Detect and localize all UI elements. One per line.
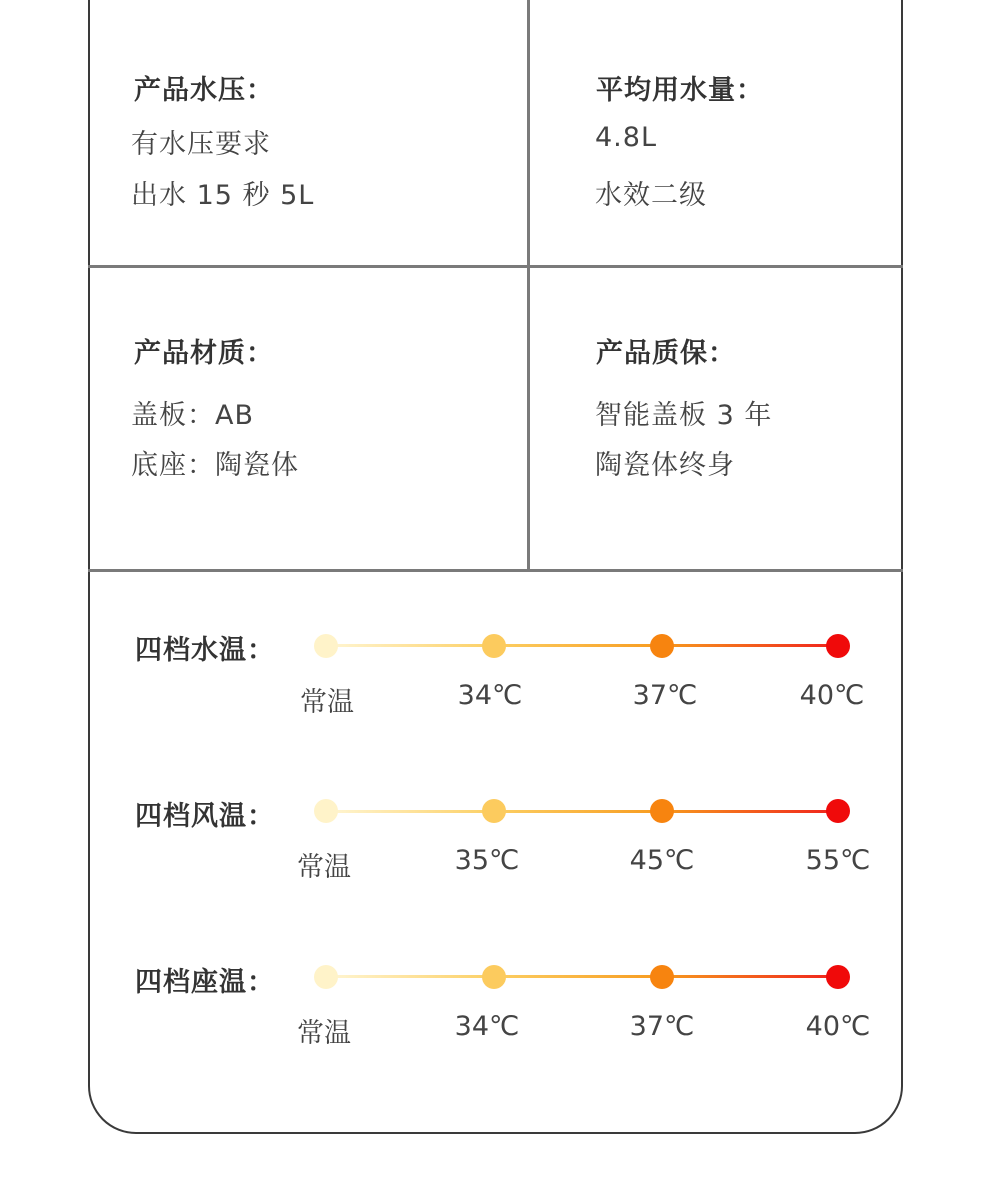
avg-water-line-2: 水效二级 bbox=[595, 180, 707, 211]
seat-temp-tick-1: 常温 bbox=[297, 1018, 351, 1049]
material-line-1: 盖板：AB bbox=[131, 400, 254, 431]
seat-temp-dot-1 bbox=[314, 965, 338, 989]
air-temp-tick-1: 常温 bbox=[297, 852, 351, 883]
seat-temp-track bbox=[326, 975, 838, 978]
air-temp-tick-4: 55℃ bbox=[805, 845, 871, 876]
water-pressure-title: 产品水压： bbox=[134, 75, 274, 106]
warranty-line-2: 陶瓷体终身 bbox=[595, 450, 735, 481]
air-temp-dot-1 bbox=[314, 799, 338, 823]
seat-temp-dot-2 bbox=[482, 965, 506, 989]
air-temp-dot-2 bbox=[482, 799, 506, 823]
air-temp-label: 四档风温： bbox=[135, 801, 275, 832]
water-temp-dot-2 bbox=[482, 634, 506, 658]
seat-temp-tick-2: 34℃ bbox=[454, 1011, 520, 1042]
divider-row-2 bbox=[88, 569, 903, 572]
water-temp-dot-1 bbox=[314, 634, 338, 658]
warranty-title: 产品质保： bbox=[596, 338, 736, 369]
seat-temp-dot-4 bbox=[826, 965, 850, 989]
warranty-line-1: 智能盖板 3 年 bbox=[595, 400, 773, 431]
water-temp-tick-4: 40℃ bbox=[799, 680, 865, 711]
air-temp-track bbox=[326, 810, 838, 813]
water-temp-dot-4 bbox=[826, 634, 850, 658]
water-temp-tick-1: 常温 bbox=[300, 687, 354, 718]
water-temp-label: 四档水温： bbox=[135, 635, 275, 666]
air-temp-tick-2: 35℃ bbox=[454, 845, 520, 876]
air-temp-tick-3: 45℃ bbox=[629, 845, 695, 876]
avg-water-line-1: 4.8L bbox=[595, 122, 657, 153]
water-pressure-line-2: 出水 15 秒 5L bbox=[131, 180, 315, 211]
water-temp-tick-3: 37℃ bbox=[632, 680, 698, 711]
water-temp-track bbox=[326, 644, 838, 647]
air-temp-dot-3 bbox=[650, 799, 674, 823]
seat-temp-tick-4: 40℃ bbox=[805, 1011, 871, 1042]
material-line-2: 底座：陶瓷体 bbox=[131, 450, 299, 481]
water-pressure-line-1: 有水压要求 bbox=[131, 129, 271, 160]
divider-col-top bbox=[527, 0, 530, 267]
seat-temp-label: 四档座温： bbox=[135, 967, 275, 998]
seat-temp-tick-3: 37℃ bbox=[629, 1011, 695, 1042]
seat-temp-dot-3 bbox=[650, 965, 674, 989]
air-temp-dot-4 bbox=[826, 799, 850, 823]
divider-col-mid bbox=[527, 267, 530, 569]
water-temp-tick-2: 34℃ bbox=[457, 680, 523, 711]
divider-row-1 bbox=[88, 265, 903, 268]
water-temp-dot-3 bbox=[650, 634, 674, 658]
avg-water-title: 平均用水量： bbox=[596, 75, 764, 106]
material-title: 产品材质： bbox=[134, 338, 274, 369]
